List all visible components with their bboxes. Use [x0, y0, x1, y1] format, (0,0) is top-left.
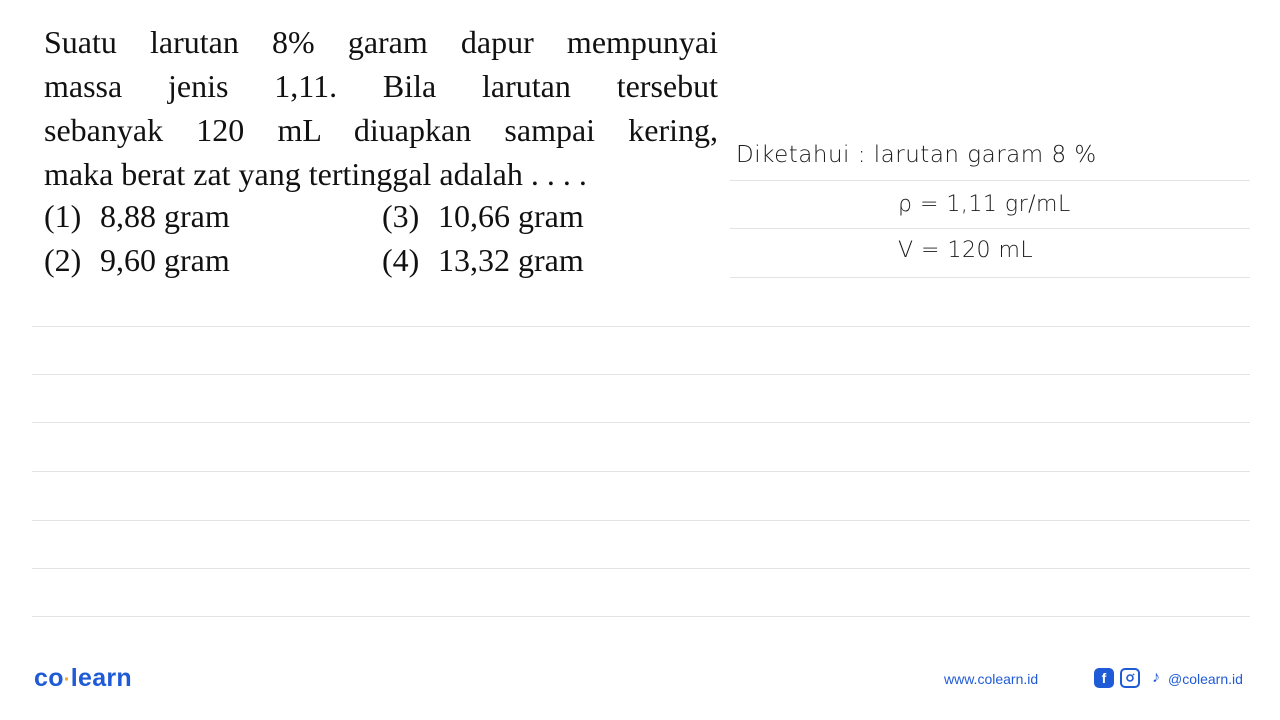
option-3 — [382, 194, 584, 238]
ruled-line — [32, 374, 1250, 375]
ruled-line — [730, 180, 1250, 181]
note-density: ρ = 1,11 gr/mL — [898, 192, 1071, 217]
ruled-line — [32, 568, 1250, 569]
tiktok-icon[interactable]: ♪ — [1152, 669, 1160, 686]
question-line-4: maka berat zat yang tertinggal adalah . . . . — [44, 156, 587, 192]
option-4 — [382, 238, 584, 282]
ruled-line — [730, 277, 1250, 278]
option-text: 13,32 gram — [438, 242, 584, 278]
ruled-line — [730, 228, 1250, 229]
logo-right: learn — [70, 664, 133, 692]
option-number: (4) — [382, 242, 420, 278]
facebook-icon[interactable]: f — [1094, 668, 1114, 688]
ruled-line — [32, 471, 1250, 472]
option-number: (1) — [44, 198, 82, 234]
note-given: Diketahui : larutan garam 8 % — [736, 142, 1097, 168]
ruled-line — [32, 422, 1250, 423]
ruled-line — [32, 326, 1250, 327]
ruled-line — [32, 520, 1250, 521]
option-number: (3) — [382, 198, 420, 234]
social-handle[interactable]: @colearn.id — [1168, 671, 1243, 687]
note-volume: V = 120 mL — [898, 238, 1034, 263]
option-text: 8,88 gram — [100, 198, 230, 234]
logo-left: co — [34, 664, 64, 692]
logo-dot: · — [63, 669, 71, 691]
option-1 — [44, 194, 230, 238]
website-link[interactable]: www.colearn.id — [944, 671, 1039, 687]
option-2 — [44, 238, 230, 282]
question-line-2: massa jenis 1,11. Bila larutan tersebut — [44, 68, 718, 104]
option-text: 10,66 gram — [438, 198, 584, 234]
colearn-logo — [34, 664, 132, 693]
question-line-1: Suatu larutan 8% garam dapur mempunyai — [44, 24, 718, 60]
ruled-line — [32, 616, 1250, 617]
option-text: 9,60 gram — [100, 242, 230, 278]
option-number: (2) — [44, 242, 82, 278]
question-line-3: sebanyak 120 mL diuapkan sampai kering, — [44, 112, 718, 148]
instagram-icon[interactable] — [1120, 668, 1140, 688]
